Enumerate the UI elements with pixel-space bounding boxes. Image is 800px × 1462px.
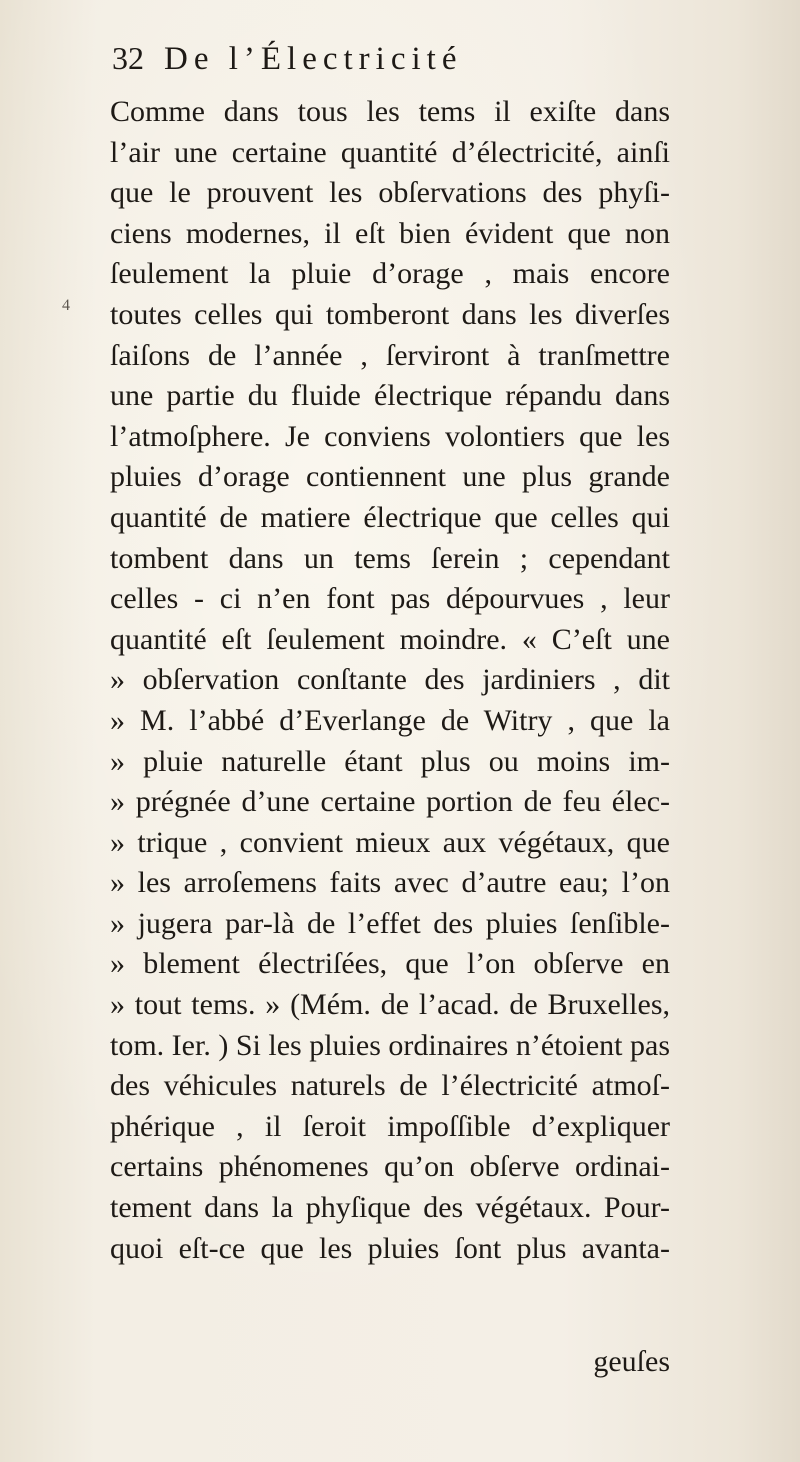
catchword: geuſes — [593, 1345, 670, 1378]
quote-line: » obſervation conſtante des jardiniers , dit — [110, 663, 670, 697]
quote-line: » blement électriſées, que l’on obſerve en — [110, 947, 670, 981]
text-line: quoi eſt-ce que les pluies ſont plus avanta- — [110, 1231, 670, 1265]
text-line: quantité de matiere électrique que celles qui — [110, 500, 670, 534]
text-line: des véhicules naturels de l’électricité atmoſ- — [110, 1069, 670, 1103]
text-line: tombent dans un tems ſerein ; cependant — [110, 541, 670, 575]
quote-line: » prégnée d’une certaine portion de feu élec- — [110, 785, 670, 819]
quote-line: » trique , convient mieux aux végétaux, que — [110, 825, 670, 859]
quote-line: » jugera par-là de l’effet des pluies ſenſible- — [110, 906, 670, 940]
quote-line: » les arroſemens faits avec d’autre eau; l’on — [110, 866, 670, 900]
quote-line: » pluie naturelle étant plus ou moins im- — [110, 744, 670, 778]
text-line: l’atmoſphere. Je conviens volontiers que les — [110, 419, 670, 453]
running-title: De l’Électricité — [164, 41, 463, 77]
margin-mark: 4 — [62, 297, 70, 314]
running-header — [112, 40, 672, 92]
text-line: certains phénomenes qu’on obſerve ordinai- — [110, 1150, 670, 1184]
body-text — [110, 92, 670, 1269]
text-line: phérique , il ſeroit impoſſible d’expliquer — [110, 1109, 670, 1143]
text-line: tement dans la phyſique des végétaux. Pour- — [110, 1191, 670, 1225]
text-line: une partie du fluide électrique répandu dans — [110, 379, 670, 413]
text-line: ſaiſons de l’année , ſerviront à tranſmettre — [110, 338, 670, 372]
page-number: 32 — [112, 40, 144, 76]
text-line: que le prouvent les obſervations des phyſi- — [110, 176, 670, 210]
text-line: toutes celles qui tomberont dans les diverſes — [110, 297, 670, 331]
text-line: Comme dans tous les tems il exiſte dans — [110, 95, 670, 128]
text-line: pluies d’orage contiennent une plus grande — [110, 460, 670, 494]
text-line: ciens modernes, il eſt bien évident que non — [110, 216, 670, 250]
text-line: l’air une certaine quantité d’électricité, ainſi — [110, 135, 670, 169]
text-line: quantité eſt ſeulement moindre. « C’eſt une — [110, 622, 670, 656]
quote-line: » M. l’abbé d’Everlange de Witry , que la — [110, 703, 670, 737]
quote-line: » tout tems. » (Mém. de l’acad. de Bruxelles, — [110, 988, 670, 1022]
text-line: ſeulement la pluie d’orage , mais encore — [110, 257, 670, 291]
text-line: tom. Ier. ) Si les pluies ordinaires n’étoient pas — [110, 1028, 670, 1062]
text-line: celles - ci n’en font pas dépourvues , leur — [110, 582, 670, 616]
